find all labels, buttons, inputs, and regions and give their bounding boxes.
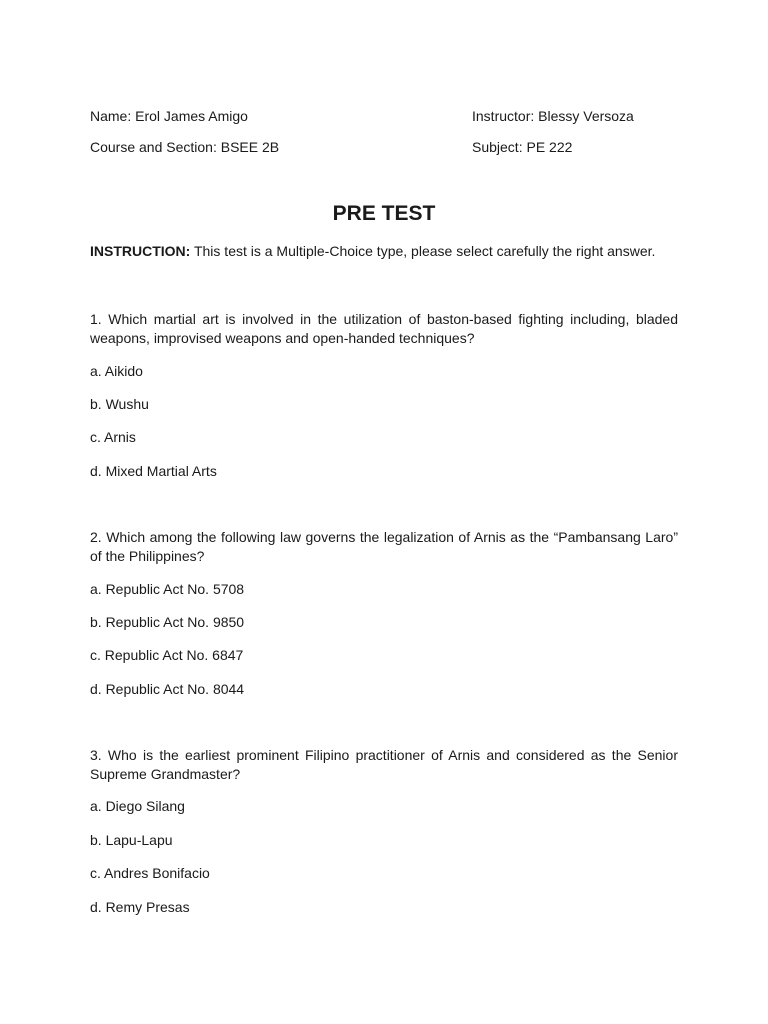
student-name: Name: Erol James Amigo [90,108,248,124]
subject: Subject: PE 222 [472,139,573,155]
question-1-option-d[interactable]: d. Mixed Martial Arts [90,463,217,479]
question-3-option-b[interactable]: b. Lapu-Lapu [90,832,173,848]
question-3: 3. Who is the earliest prominent Filipino practitioner of Arnis and considered as the Senior Supreme Grandmaster? [90,747,678,782]
question-3-option-c[interactable]: c. Andres Bonifacio [90,865,210,881]
question-2-option-b[interactable]: b. Republic Act No. 9850 [90,614,245,630]
page-title: PRE TEST [332,202,436,225]
header-row-2 [90,137,690,157]
instruction-block [90,242,678,260]
question-1-option-b[interactable]: b. Wushu [90,396,149,412]
question-2-option-a[interactable]: a. Republic Act No. 5708 [90,581,245,597]
instructor-name: Instructor: Blessy Versoza [472,108,634,124]
instruction-text: This test is a Multiple-Choice type, please select carefully the right answer. [190,243,656,259]
header-row-1 [90,106,690,126]
question-3-option-d[interactable]: d. Remy Presas [90,899,190,915]
question-3-option-a[interactable]: a. Diego Silang [90,798,185,814]
question-2-option-c[interactable]: c. Republic Act No. 6847 [90,647,244,663]
question-2: 2. Which among the following law governs the legalization of Arnis as the “Pambansang Laro” of the Philippines? [90,529,678,564]
instruction-label: INSTRUCTION: [90,243,191,259]
question-1-option-a[interactable]: a. Aikido [90,363,143,379]
question-2-option-d[interactable]: d. Republic Act No. 8044 [90,681,245,697]
question-1: 1. Which martial art is involved in the utilization of baston-based fighting including, bladed weapons, improvised weapons and open-handed techniques? [90,311,678,346]
course-section: Course and Section: BSEE 2B [90,139,280,155]
question-1-option-c[interactable]: c. Arnis [90,429,136,445]
